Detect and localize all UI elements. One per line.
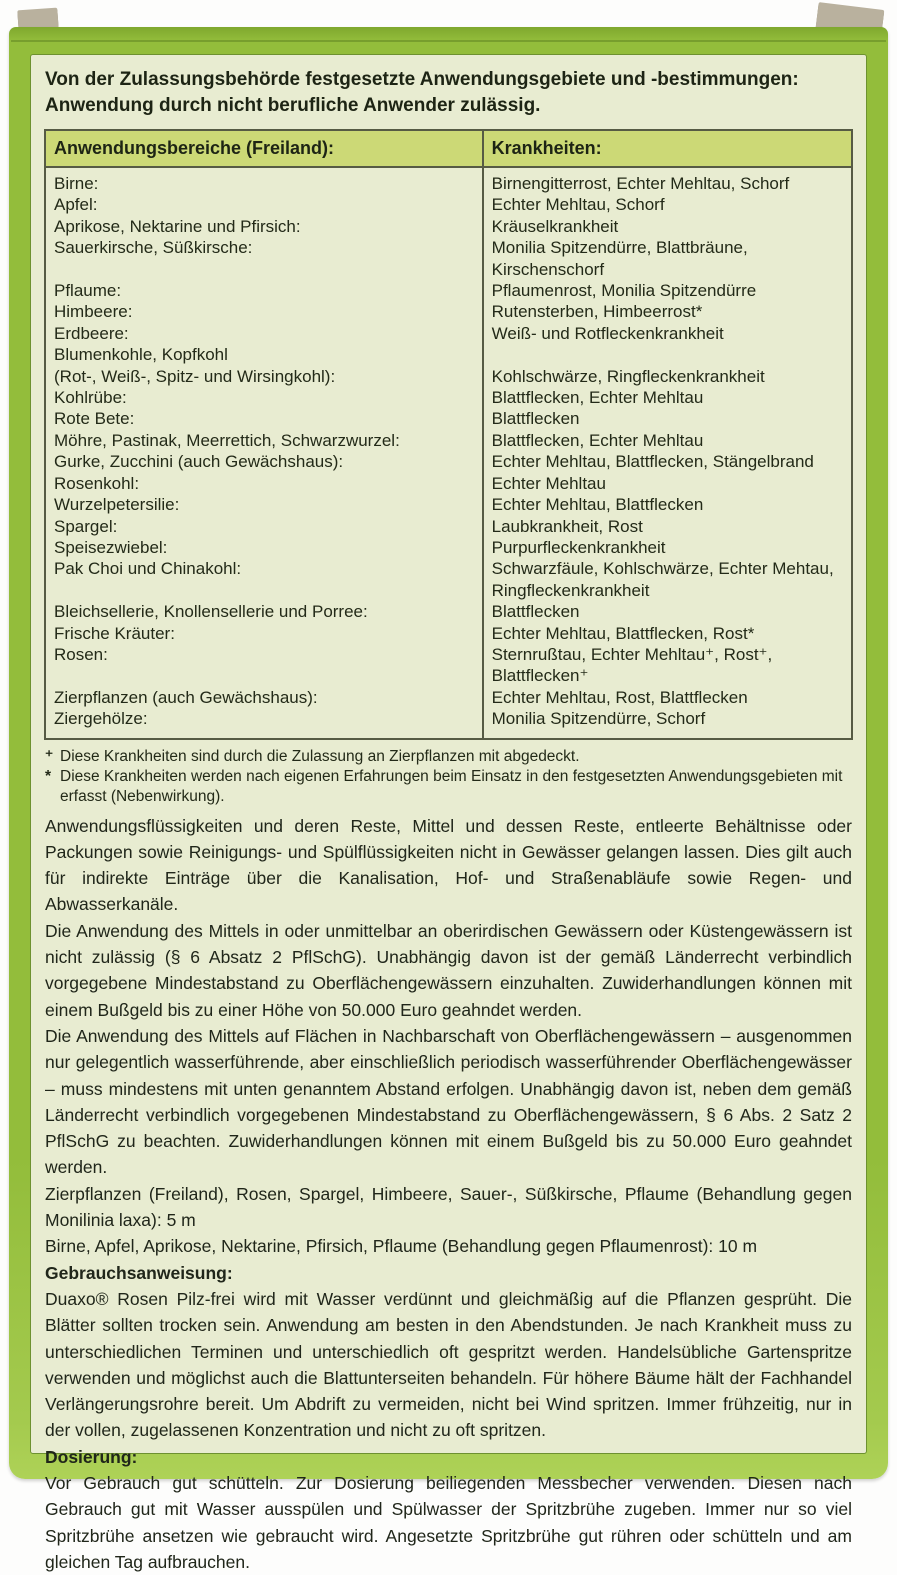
disease-cell: Ringfleckenkrankheit xyxy=(483,580,852,601)
disease-cell xyxy=(483,344,852,365)
body-paragraph: Vor Gebrauch gut schütteln. Zur Dosierung beiliegenden Messbecher verwenden. Diesen nach Gebrauch gut mit Wasser ausspülen und Spülwasser der Spritzbrühe zugeben. Immer nur so viel Spritzbrühe ansetzen wie gebraucht wird. Angesetzte Spritzbrühe gut rühren oder schütteln und am gleichen Tag aufbrauchen. xyxy=(45,1472,852,1572)
table-row xyxy=(45,344,852,365)
disease-cell: Echter Mehltau, Rost, Blattflecken xyxy=(483,687,852,708)
application-area-cell: Himbeere: xyxy=(54,302,133,322)
disease-cell: Blattflecken, Echter Mehltau xyxy=(483,387,852,408)
application-area-cell: Rote Bete: xyxy=(54,409,135,429)
application-table xyxy=(44,129,853,740)
table-row xyxy=(45,430,852,451)
table-row xyxy=(45,259,852,280)
table-row xyxy=(45,665,852,686)
table-row xyxy=(45,687,852,708)
section-heading: Gebrauchsanweisung: xyxy=(45,1262,233,1283)
disease-cell: Blattflecken xyxy=(483,408,852,429)
application-area-cell: Erdbeere: xyxy=(54,323,129,343)
table-row xyxy=(45,194,852,215)
application-area-cell: Pak Choi und Chinakohl: xyxy=(54,559,242,579)
disease-cell: Blattflecken, Echter Mehltau xyxy=(483,430,852,451)
disease-cell: Echter Mehltau, Blattflecken, Rost* xyxy=(483,623,852,644)
application-area-cell: (Rot-, Weiß-, Spitz- und Wirsingkohl): xyxy=(54,366,336,386)
body-paragraph: Die Anwendung des Mittels auf Flächen in Nachbarschaft von Oberflächengewässern – ausgenommen nur gelegentlich wasserführende, aber einschließlich periodisch wasserführender Oberflächengewässer – muss mindestens mit unten genanntem Abstand erfolgen. Unabhängig davon ist, neben dem gemäß Länderrecht verbindlich vorgegebenen Mindestabstand zu Oberflächengewässern, § 6 Abs. 2 Satz 2 PflSchG zu beachten. Zuwiderhandlungen können mit einem Bußgeld bis zu 50.000 Euro geahndet werden. xyxy=(45,1025,852,1178)
application-area-cell: Spargel: xyxy=(54,516,118,536)
table-row xyxy=(45,644,852,665)
application-area-cell: Ziergehölze: xyxy=(54,709,148,729)
table-row xyxy=(45,387,852,408)
regulatory-header xyxy=(45,67,852,119)
section-heading: Dosierung: xyxy=(45,1446,138,1467)
application-area-cell: Pflaume: xyxy=(54,281,122,301)
application-area-cell: Aprikose, Nektarine und Pfirsich: xyxy=(54,216,301,236)
application-area-cell: Möhre, Pastinak, Meerrettich, Schwarzwurzel: xyxy=(54,430,400,450)
application-area-cell xyxy=(45,580,483,601)
disease-cell: Kohlschwärze, Ringfleckenkrankheit xyxy=(483,366,852,387)
table-row xyxy=(45,366,852,387)
disease-cell: Blattflecken xyxy=(483,601,852,622)
application-area-cell: Birne: xyxy=(54,174,99,193)
body-paragraph: Birne, Apfel, Aprikose, Nektarine, Pfirsich, Pflaume (Behandlung gegen Pflaumenrost): 10 m xyxy=(45,1236,758,1257)
disease-cell: Birnengitterrost, Echter Mehltau, Schorf xyxy=(483,167,852,194)
table-row xyxy=(45,473,852,494)
application-area-cell: Speisezwiebel: xyxy=(54,537,168,557)
regulatory-header-line-2: Anwendung durch nicht berufliche Anwender zulässig. xyxy=(45,95,541,116)
table-row xyxy=(45,451,852,472)
body-paragraph: Zierpflanzen (Freiland), Rosen, Spargel, Himbeere, Sauer-, Süßkirsche, Pflaume (Behandlung gegen Monilinia laxa): 5 m xyxy=(45,1183,852,1231)
application-area-cell: Gurke, Zucchini (auch Gewächshaus): xyxy=(54,452,344,472)
application-area-cell xyxy=(45,259,483,280)
footnote-marker: ⁺ xyxy=(45,747,54,765)
application-area-cell: Rosenkohl: xyxy=(54,473,140,493)
application-area-cell: Kohlrübe: xyxy=(54,388,127,408)
table-row xyxy=(45,323,852,344)
table-row xyxy=(45,301,852,322)
footnote-marker: * xyxy=(45,767,52,785)
disease-cell: Echter Mehltau, Blattflecken xyxy=(483,494,852,515)
application-area-cell: Apfel: xyxy=(54,195,98,215)
application-area-cell: Rosen: xyxy=(54,644,108,664)
footnote-text: Diese Krankheiten sind durch die Zulassung an Zierpflanzen mit abgedeckt. xyxy=(60,747,580,765)
application-area-cell: Frische Kräuter: xyxy=(54,623,175,643)
application-area-cell: Bleichsellerie, Knollensellerie und Porree: xyxy=(54,602,368,622)
table-row xyxy=(45,167,852,194)
disease-cell: Schwarzfäule, Kohlschwärze, Echter Mehtau, xyxy=(483,558,852,579)
application-area-cell xyxy=(45,665,483,686)
table-row xyxy=(45,623,852,644)
table-row xyxy=(45,516,852,537)
table-row xyxy=(45,494,852,515)
footnote xyxy=(45,747,852,767)
disease-cell: Purpurfleckenkrankheit xyxy=(483,537,852,558)
table-row xyxy=(45,558,852,579)
disease-cell: Blattflecken⁺ xyxy=(483,665,852,686)
package-back xyxy=(9,27,888,1572)
body-paragraph: Duaxo® Rosen Pilz-frei wird mit Wasser verdünnt und gleichmäßig auf die Pflanzen gesprüht. Die Blätter sollten trocken sein. Anwendung am besten in den Abendstunden. Je nach Krankheit muss zu unterschiedlichen Terminen und unterschiedlich oft gespritzt werden. Handelsübliche Gartenspritze verwenden und möglichst auch die Blattunterseiten behandeln. Für höhere Bäume hält der Fachhandel Verlängerungsrohre bereit. Um Abdrift zu vermeiden, nicht bei Wind spritzen. Immer frühzeitig, nur in der vollen, zugelassenen Konzentration und nicht zu oft spritzen. xyxy=(45,1288,852,1441)
disease-cell: Echter Mehltau xyxy=(483,473,852,494)
table-row xyxy=(45,537,852,558)
disease-cell: Echter Mehltau, Schorf xyxy=(483,194,852,215)
table-row xyxy=(45,708,852,738)
table-header-row xyxy=(45,130,852,167)
disease-cell: Rutensterben, Himbeerrost* xyxy=(483,301,852,322)
footnote-text: Diese Krankheiten werden nach eigenen Erfahrungen beim Einsatz in den festgesetzten Anwendungsgebieten mit erfasst (Nebenwirkung). xyxy=(60,767,843,805)
body-paragraph: Die Anwendung des Mittels in oder unmittelbar an oberirdischen Gewässern oder Küstengewässern ist nicht zulässig (§ 6 Absatz 2 PflSchG). Unabhängig davon ist der gemäß Länderrecht verbindlich vorgegebene Mindestabstand zu Oberflächengewässern einzuhalten. Zuwiderhandlungen können mit einem Bußgeld bis zu einer Höhe von 50.000 Euro geahndet werden. xyxy=(45,920,852,1020)
table-row xyxy=(45,280,852,301)
disease-cell: Kirschenschorf xyxy=(483,259,852,280)
table-row xyxy=(45,237,852,258)
disease-cell: Laubkrankheit, Rost xyxy=(483,516,852,537)
disease-cell: Monilia Spitzendürre, Schorf xyxy=(483,708,852,738)
disease-cell: Monilia Spitzendürre, Blattbräune, xyxy=(483,237,852,258)
application-area-cell: Sauerkirsche, Süßkirsche: xyxy=(54,238,253,258)
table-row xyxy=(45,580,852,601)
table-row xyxy=(45,408,852,429)
body-text xyxy=(45,813,852,1575)
column-header-diseases: Krankheiten: xyxy=(483,130,852,167)
disease-cell: Echter Mehltau, Blattflecken, Stängelbrand xyxy=(483,451,852,472)
column-header-application-areas: Anwendungsbereiche (Freiland): xyxy=(45,130,483,167)
body-paragraph: Anwendungsflüssigkeiten und deren Reste, Mittel und dessen Reste, entleerte Behältnisse oder Packungen sowie Reinigungs- und Spülflüssigkeiten nicht in Gewässer gelangen lassen. Dies gilt auch für indirekte Einträge über die Kanalisation, Hof- und Straßenabläufe sowie Regen- und Abwasserkanäle. xyxy=(45,815,852,915)
footnotes xyxy=(45,747,852,807)
label-panel xyxy=(30,54,867,1572)
application-area-cell: Wurzelpetersilie: xyxy=(54,495,180,515)
footnote xyxy=(45,767,852,807)
disease-cell: Pflaumenrost, Monilia Spitzendürre xyxy=(483,280,852,301)
table-row xyxy=(45,216,852,237)
disease-cell: Kräuselkrankheit xyxy=(483,216,852,237)
disease-cell: Weiß- und Rotfleckenkrankheit xyxy=(483,323,852,344)
table-row xyxy=(45,601,852,622)
disease-cell: Sternrußtau, Echter Mehltau⁺, Rost⁺, xyxy=(483,644,852,665)
regulatory-header-line-1: Von der Zulassungsbehörde festgesetzte Anwendungsgebiete und -bestimmungen: xyxy=(45,69,799,90)
application-area-cell: Zierpflanzen (auch Gewächshaus): xyxy=(54,687,318,707)
application-area-cell: Blumenkohle, Kopfkohl xyxy=(54,345,228,365)
